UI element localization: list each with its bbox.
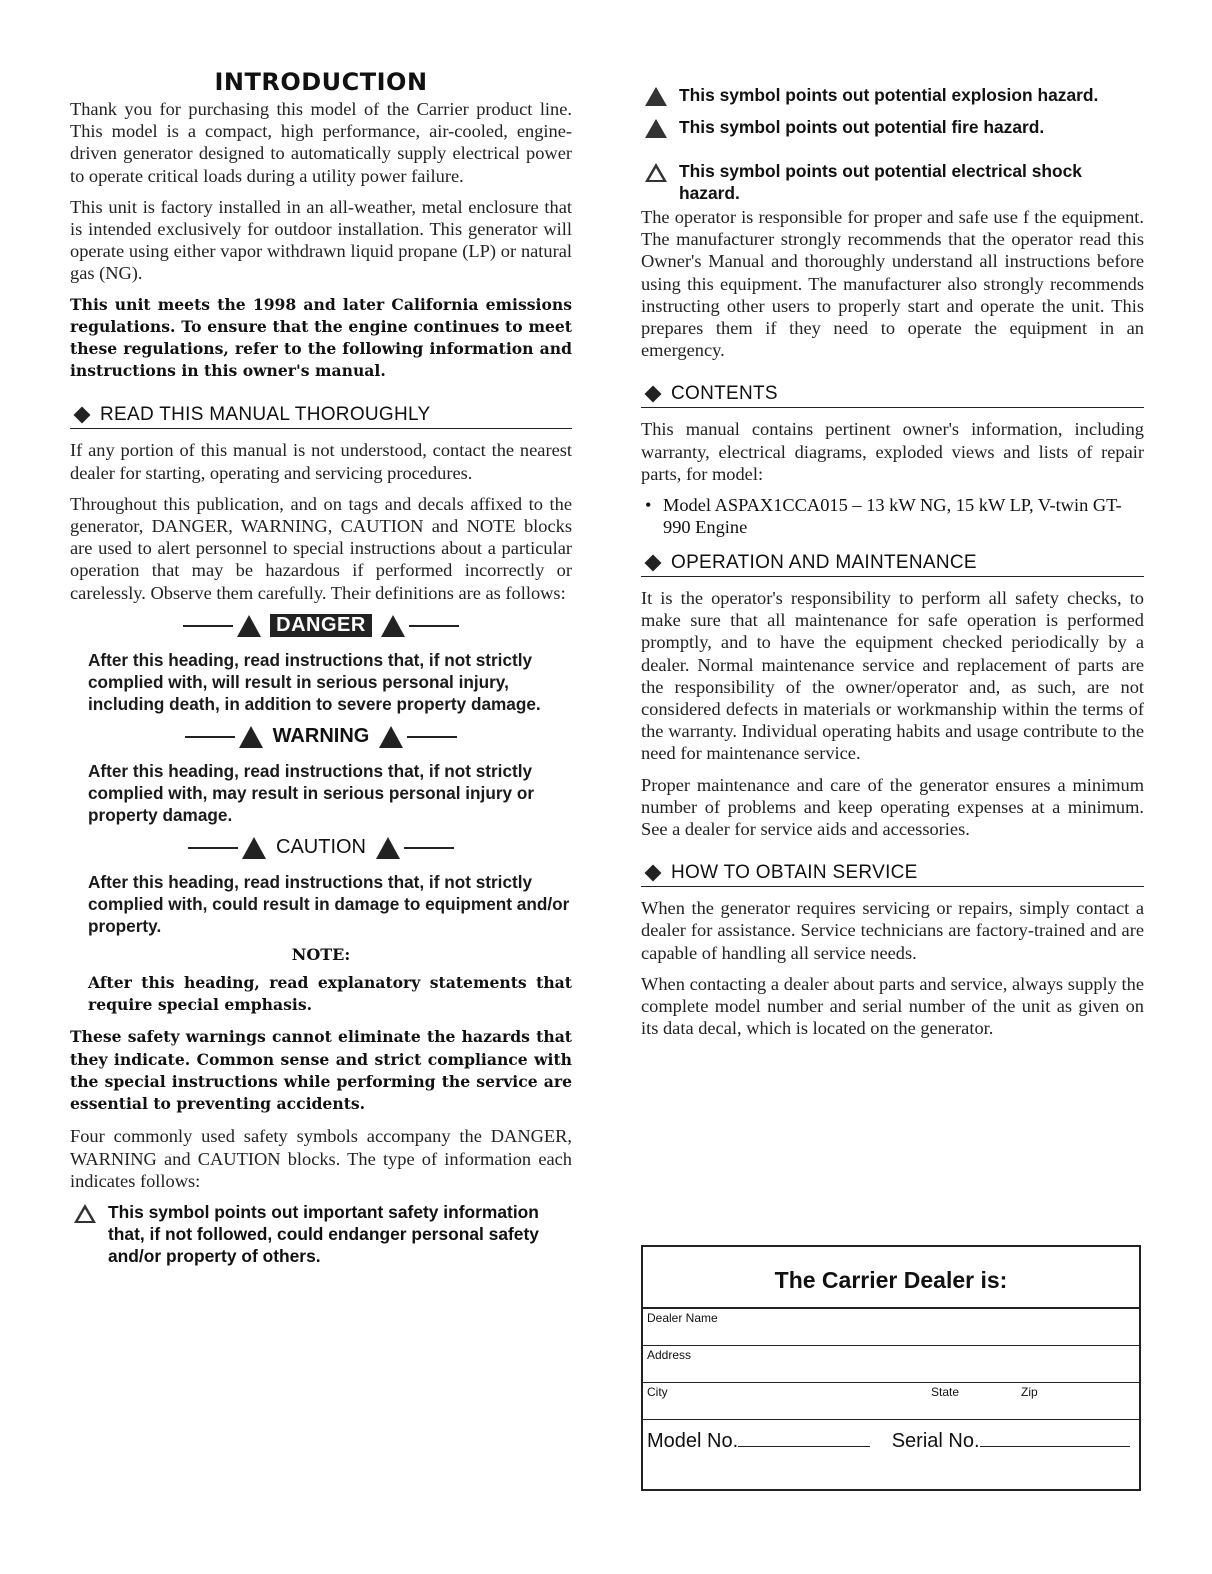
address-field (643, 1346, 1139, 1383)
warning-triangle-icon (239, 726, 263, 748)
right-column (641, 84, 1144, 1048)
divider (183, 625, 233, 627)
diamond-bullet-icon (645, 554, 662, 571)
intro-paragraph-2: This unit is factory installed in an all-weather, metal enclosure that is intended exclusively for outdoor installation. This generator will operate using either vapor withdrawn liquid propane (LP) or natural gas (NG). (70, 196, 572, 284)
serial-number-blank (980, 1446, 1130, 1447)
caution-heading (70, 836, 572, 859)
divider (404, 847, 454, 849)
section-heading: CONTENTS (671, 383, 778, 405)
warning-heading (70, 725, 572, 748)
serial-number-label: Serial No. (891, 1430, 980, 1452)
danger-label: DANGER (270, 614, 372, 637)
diamond-bullet-icon (645, 864, 662, 881)
service-paragraph-1: When the generator requires servicing or repairs, simply contact a dealer for assistance. Service technicians are factory-trained and are capable of handling all service needs. (641, 898, 1144, 963)
warning-triangle-icon (242, 837, 266, 859)
symbol-text: This symbol points out potential explosion hazard. (679, 85, 1099, 105)
symbol-text: This symbol points out important safety information that, if not followed, could endanger personal safety and/or property of others. (108, 1201, 539, 1266)
section-read-manual (70, 404, 572, 429)
warning-triangle-icon (379, 726, 403, 748)
left-column (70, 64, 572, 1277)
shock-symbol-note (641, 160, 1144, 204)
field-label: Zip (1021, 1385, 1038, 1399)
warning-triangle-icon (376, 837, 400, 859)
divider (185, 736, 235, 738)
symbol-text: This symbol points out potential electrical shock hazard. (679, 161, 1082, 203)
operation-paragraph-2: Proper maintenance and care of the generator ensures a minimum number of problems and keep operating expenses at a minimum. See a dealer for service aids and accessories. (641, 774, 1144, 840)
section-heading: READ THIS MANUAL THOROUGHLY (100, 404, 431, 426)
model-list (641, 494, 1144, 538)
dealer-box-title: The Carrier Dealer is: (643, 1247, 1139, 1309)
section-contents (641, 383, 1144, 408)
diamond-bullet-icon (645, 385, 662, 402)
symbols-paragraph: Four commonly used safety symbols accompany the DANGER, WARNING and CAUTION blocks. The type of information each indicates follows: (70, 1126, 572, 1191)
field-label: City (647, 1385, 668, 1399)
safety-symbol-note (70, 1201, 572, 1267)
section-heading: HOW TO OBTAIN SERVICE (671, 862, 918, 884)
electrical-shock-icon (645, 163, 667, 182)
divider (409, 625, 459, 627)
page-title: INTRODUCTION (214, 68, 428, 96)
read-paragraph-1: If any portion of this manual is not understood, contact the nearest dealer for starting, operating and servicing procedures. (70, 440, 572, 483)
model-serial-row (643, 1420, 1139, 1463)
field-label: Dealer Name (647, 1311, 718, 1325)
note-heading: NOTE: (291, 945, 351, 965)
fire-symbol-note (641, 116, 1144, 138)
model-number-blank (738, 1446, 870, 1447)
fire-icon (645, 119, 667, 138)
safety-warning-notice: These safety warnings cannot eliminate the hazards that they indicate. Common sense and strict compliance with the special instructions while performing the service are essential to preventing accidents. (70, 1027, 572, 1114)
divider (188, 847, 238, 849)
operator-paragraph: The operator is responsible for proper and safe use f the equipment. The manufacturer strongly recommends that the operator read this Owner's Manual and thoroughly understand all instructions before using this equipment. The manufacturer also strongly recommends instructing other users to properly start and operate the unit. This prepares them if they need to operate the equipment in an emergency. (641, 207, 1144, 361)
warning-triangle-icon (381, 615, 405, 637)
dealer-name-field (643, 1309, 1139, 1346)
note-text: After this heading, read explanatory statements that require special emphasis. (88, 973, 572, 1015)
service-paragraph-2: When contacting a dealer about parts and service, always supply the complete model number and serial number of the unit as given on its data decal, which is located on the generator. (641, 973, 1144, 1039)
warning-label: WARNING (272, 725, 370, 748)
section-heading: OPERATION AND MAINTENANCE (671, 552, 977, 574)
read-paragraph-2: Throughout this publication, and on tags and decals affixed to the generator, DANGER, WARNING, CAUTION and NOTE blocks are used to alert personnel to special instructions about a particular operation that may be hazardous if performed incorrectly or carelessly. Observe them carefully. Their definitions are as follows: (70, 493, 572, 603)
diamond-bullet-icon (74, 406, 91, 423)
emissions-notice: This unit meets the 1998 and later California emissions regulations. To ensure that the engine continues to meet these regulations, refer to the following information and instructions in this owner's manual. (70, 294, 572, 381)
safety-alert-icon (74, 1204, 96, 1223)
danger-text: After this heading, read instructions that, if not strictly complied with, will result in serious personal injury, including death, in addition to severe property damage. (88, 650, 541, 715)
operation-paragraph-1: It is the operator's responsibility to perform all safety checks, to make sure that all maintenance for safe operation is performed promptly, and to have the equipment checked periodically by a dealer. Normal maintenance service and replacement of parts are the responsibility of the owner/operator and, as such, are not considered defects in materials or workmanship within the terms of the warranty. Individual operating habits and usage contribute to the need for maintenance service. (641, 588, 1144, 764)
explosion-symbol-note (641, 84, 1144, 106)
divider (407, 736, 457, 738)
explosion-icon (645, 87, 667, 106)
danger-heading (70, 614, 572, 637)
list-item: • Model ASPAX1CCA015 – 13 kW NG, 15 kW LP, V-twin GT-990 Engine (663, 494, 1144, 538)
section-service (641, 862, 1144, 887)
caution-label: CAUTION (276, 836, 366, 859)
dealer-info-box (641, 1245, 1141, 1491)
symbol-text: This symbol points out potential fire hazard. (679, 117, 1045, 137)
section-operation (641, 552, 1144, 577)
field-label: State (931, 1385, 960, 1399)
warning-text: After this heading, read instructions that, if not strictly complied with, may result in serious personal injury or property damage. (88, 761, 535, 826)
caution-text: After this heading, read instructions that, if not strictly complied with, could result in damage to equipment and/or property. (88, 872, 570, 937)
city-state-zip-field (643, 1383, 1139, 1420)
warning-triangle-icon (237, 615, 261, 637)
intro-paragraph-1: Thank you for purchasing this model of the Carrier product line. This model is a compact, high performance, air-cooled, engine-driven generator designed to automatically supply electrical power to operate critical loads during a utility power failure. (70, 99, 572, 186)
contents-paragraph: This manual contains pertinent owner's information, including warranty, electrical diagrams, exploded views and lists of repair parts, for model: (641, 419, 1144, 484)
field-label: Address (647, 1348, 692, 1362)
model-number-label: Model No. (647, 1430, 739, 1452)
